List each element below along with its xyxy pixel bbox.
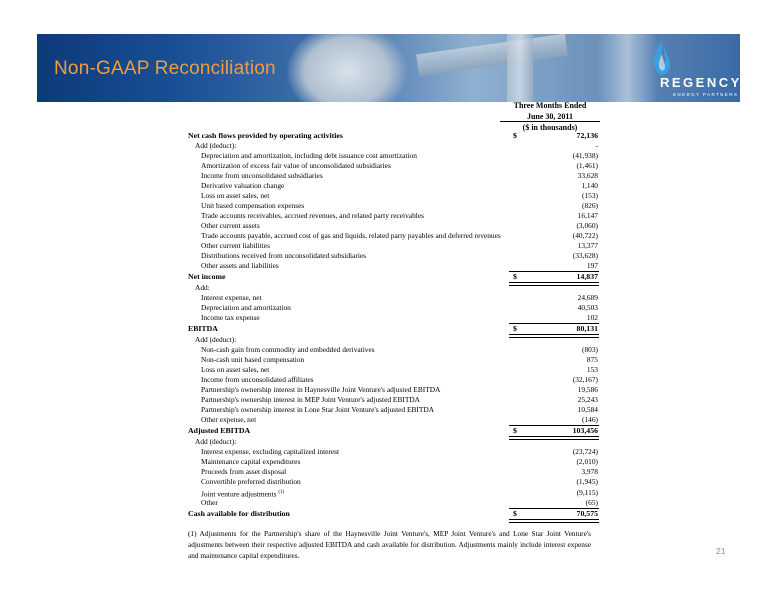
row-value: (40,722) <box>572 231 598 240</box>
table-row <box>188 171 598 181</box>
table-row <box>188 437 598 447</box>
row-label: Income from unconsolidated subsidiaries <box>201 171 323 180</box>
row-value: 875 <box>586 355 598 364</box>
row-value: (1,461) <box>576 161 598 170</box>
table-row <box>188 161 598 171</box>
row-value: 72,136 <box>576 131 598 140</box>
row-label: Non-cash gain from commodity and embedded derivatives <box>201 345 375 354</box>
row-label: Depreciation and amortization <box>201 303 291 312</box>
column-header-period: Three Months Ended <box>513 101 587 110</box>
row-value: (153) <box>581 191 598 200</box>
row-value: (9,115) <box>576 488 598 497</box>
table-row <box>188 415 598 425</box>
row-label: Partnership's ownership interest in MEP Joint Venture's adjusted EBITDA <box>201 395 421 404</box>
dollar-sign: $ <box>513 324 517 333</box>
row-value: (2,010) <box>576 457 598 466</box>
table-row <box>188 131 598 141</box>
row-label: Other assets and liabilities <box>201 261 279 270</box>
table-row <box>188 477 598 487</box>
row-value: (1,945) <box>576 477 598 486</box>
row-value: 13,377 <box>577 241 598 250</box>
row-label: Income from unconsolidated affiliates <box>201 375 314 384</box>
table-row <box>188 467 598 477</box>
column-header-date: June 30, 2011 <box>526 112 573 121</box>
row-value: (32,167) <box>572 375 598 384</box>
table-row <box>188 181 598 191</box>
column-header-units: ($ in thousands) <box>522 123 578 132</box>
row-value: 153 <box>586 365 598 374</box>
row-value: 197 <box>586 261 598 270</box>
row-label: Loss on asset sales, net <box>201 191 270 200</box>
table-row <box>188 303 598 313</box>
row-value: (826) <box>581 201 598 210</box>
row-value: (65) <box>585 498 598 507</box>
row-label: Partnership's ownership interest in Lone Star Joint Venture's adjusted EBITDA <box>201 405 435 414</box>
table-row <box>188 201 598 211</box>
footnote: (1) Adjustments for the Partnership's share of the Haynesville Joint Venture's, MEP Joint Venture's and Lone Star Joint Venture's adjustments between their respective adjusted EBITDA and cash available for distribution. Adjustments mainly include interest expense and maintenance capital expenditures. <box>188 529 591 560</box>
row-label: Trade accounts receivables, accrued revenues, and related party receivables <box>201 211 424 220</box>
row-label: Interest expense, net <box>201 293 262 302</box>
row-value: 102 <box>586 313 598 322</box>
table-row <box>188 313 598 323</box>
row-value: 19,586 <box>577 385 598 394</box>
row-label: Depreciation and amortization, including debt issuance cost amortization <box>201 151 417 160</box>
row-label: Interest expense, excluding capitalized interest <box>201 447 340 456</box>
row-label: Trade accounts payable, accrued cost of gas and liquids, related party payables and deferred revenues <box>201 231 501 240</box>
page-title: Non-GAAP Reconciliation <box>54 58 276 79</box>
logo-text: REGENCY <box>660 75 742 90</box>
row-label: Add (deduct): <box>195 437 237 446</box>
row-label: Add (deduct): <box>195 335 237 344</box>
row-label: Loss on asset sales, net <box>201 365 270 374</box>
page-number: 21 <box>716 546 726 556</box>
row-value: (146) <box>581 415 598 424</box>
table-row <box>188 385 598 395</box>
table-row <box>188 272 598 282</box>
row-label: Other current assets <box>201 221 260 230</box>
table-row <box>188 355 598 365</box>
flame-logo-icon <box>651 40 673 76</box>
row-label: Net cash flows provided by operating activities <box>188 131 343 140</box>
row-label: EBITDA <box>188 324 218 333</box>
row-label: Proceeds from asset disposal <box>201 467 287 476</box>
table-row <box>188 375 598 385</box>
table-row <box>188 324 598 334</box>
row-value: 103,456 <box>572 426 598 435</box>
table-row <box>188 151 598 161</box>
row-label: Partnership's ownership interest in Haynesville Joint Venture's adjusted EBITDA <box>201 385 441 394</box>
table-row <box>188 231 598 241</box>
table-row <box>188 395 598 405</box>
table-row <box>188 211 598 221</box>
row-label: Unit based compensation expenses <box>201 201 305 210</box>
row-value: 70,575 <box>576 509 598 518</box>
row-value: 16,147 <box>577 211 598 220</box>
row-value: (33,628) <box>572 251 598 260</box>
logo-subtext: ENERGY PARTNERS <box>673 92 739 97</box>
row-label-text: Joint venture adjustments <box>201 489 277 499</box>
row-label: Income tax expense <box>201 313 260 322</box>
row-label: Add (deduct): <box>195 141 237 150</box>
table-row <box>188 365 598 375</box>
row-label: Other expense, net <box>201 415 257 424</box>
dollar-sign: $ <box>513 426 517 435</box>
row-value: 14,837 <box>576 272 598 281</box>
table-row <box>188 293 598 303</box>
table-row <box>188 221 598 231</box>
row-value: 40,503 <box>577 303 598 312</box>
row-label: Amortization of excess fair value of unconsolidated subsidiaries <box>201 161 391 170</box>
pipeline-image <box>597 34 657 102</box>
row-value: 1,140 <box>581 181 598 190</box>
row-label: Non-cash unit based compensation <box>201 355 305 364</box>
row-value: 25,243 <box>577 395 598 404</box>
row-value: (803) <box>581 345 598 354</box>
row-value: (41,938) <box>572 151 598 160</box>
row-label: Maintenance capital expenditures <box>201 457 301 466</box>
table-row <box>188 509 598 519</box>
table-row <box>188 345 598 355</box>
row-value: 80,131 <box>576 324 598 333</box>
total-double-rule <box>509 519 599 523</box>
table-row <box>188 283 598 293</box>
pipeline-image <box>416 34 568 76</box>
table-row <box>188 457 598 467</box>
table-row <box>188 335 598 345</box>
row-label: Other <box>201 498 218 507</box>
row-value: (23,724) <box>572 447 598 456</box>
table-row <box>188 251 598 261</box>
footnote-marker: (1) <box>278 490 285 495</box>
row-label: Cash available for distribution <box>188 509 290 518</box>
row-value: 10,584 <box>577 405 598 414</box>
row-label: Convertible preferred distribution <box>201 477 301 486</box>
row-value: 33,628 <box>577 171 598 180</box>
row-value: 3,978 <box>581 467 598 476</box>
table-row <box>188 241 598 251</box>
dollar-sign: $ <box>513 509 517 518</box>
dollar-sign: $ <box>513 272 517 281</box>
table-row <box>188 498 598 508</box>
row-label: Other current liabilities <box>201 241 270 250</box>
table-row <box>188 447 598 457</box>
row-label: Adjusted EBITDA <box>188 426 251 435</box>
row-value: (3,060) <box>576 221 598 230</box>
dollar-sign: $ <box>513 131 517 140</box>
row-value: 24,689 <box>577 293 598 302</box>
row-label: Distributions received from unconsolidated subsidiaries <box>201 251 367 260</box>
table-row <box>188 261 598 271</box>
row-label: Net income <box>188 272 226 281</box>
row-value: - <box>595 141 598 150</box>
row-label: Derivative valuation change <box>201 181 285 190</box>
pipeline-image <box>507 34 533 102</box>
table-row <box>188 191 598 201</box>
table-row <box>188 141 598 151</box>
table-row <box>188 488 598 498</box>
pipeline-image <box>287 34 407 102</box>
table-row <box>188 426 598 436</box>
table-row <box>188 405 598 415</box>
row-label: Add: <box>195 283 210 292</box>
column-header-rule <box>500 121 600 122</box>
